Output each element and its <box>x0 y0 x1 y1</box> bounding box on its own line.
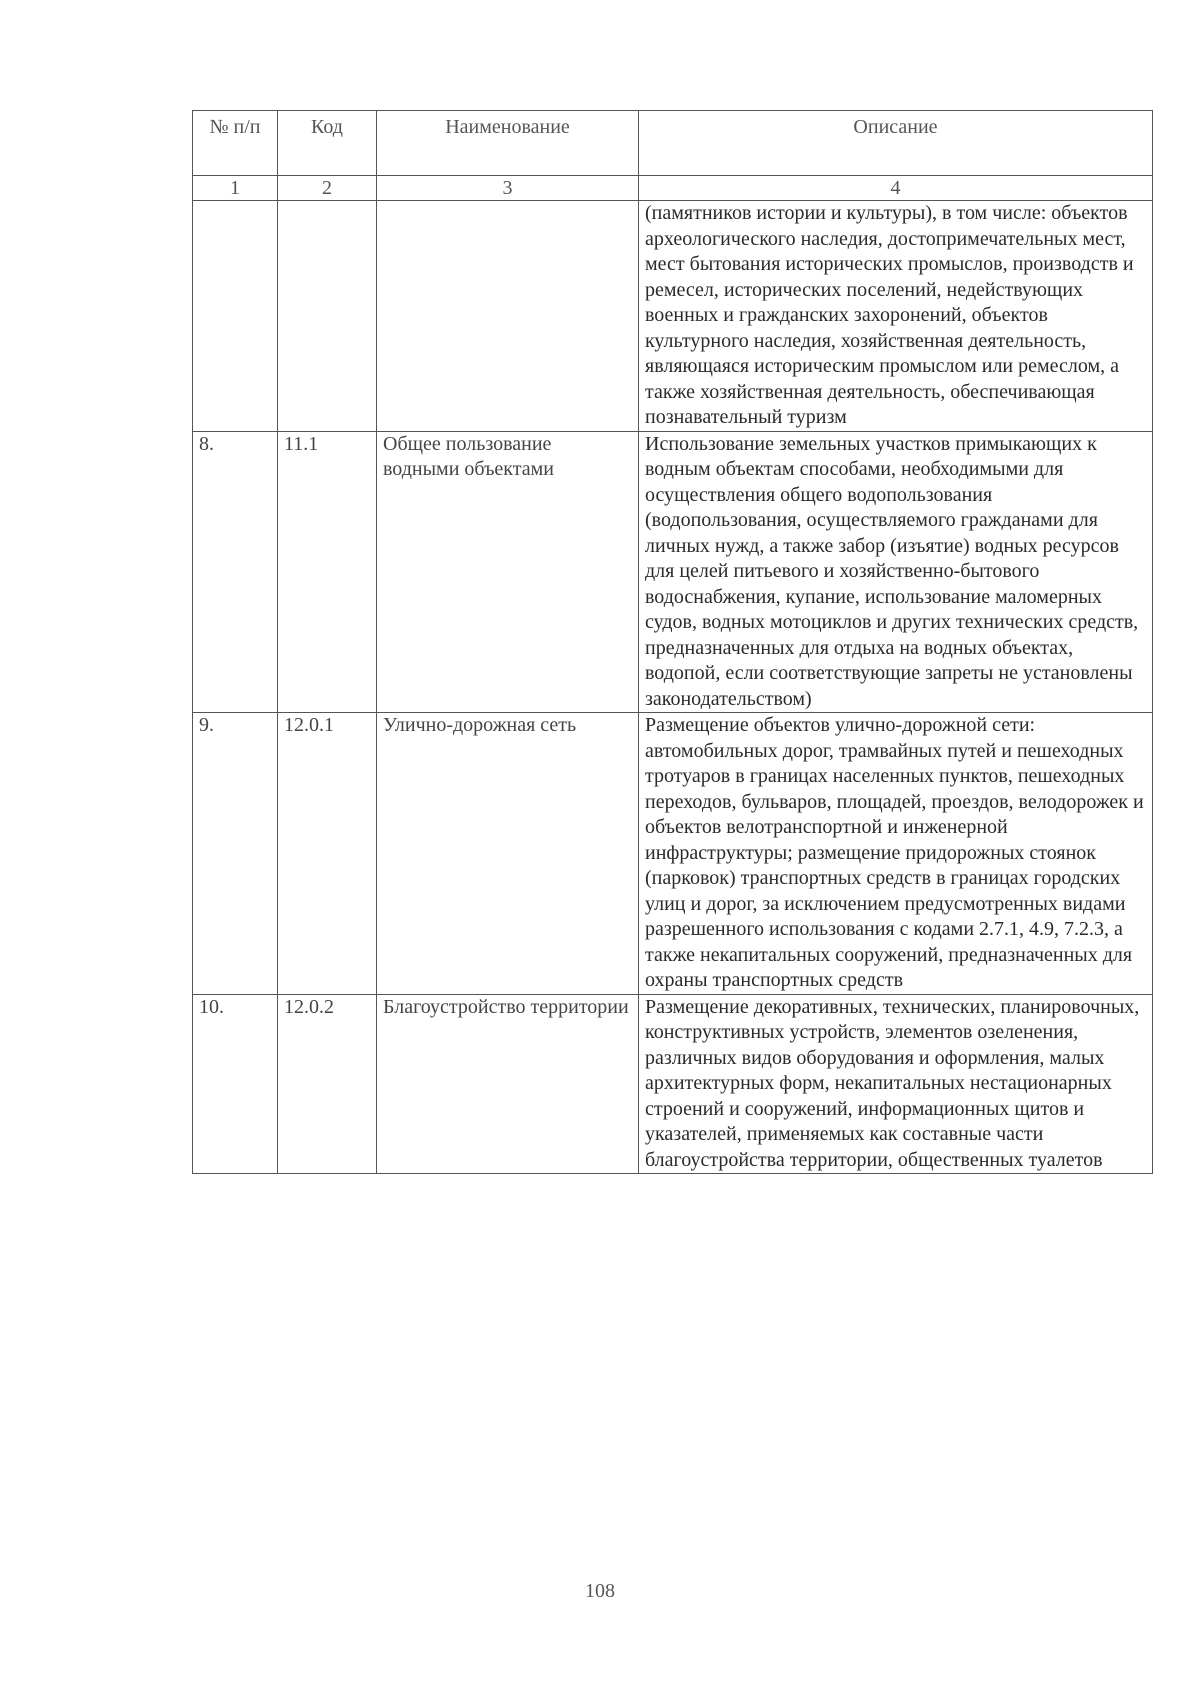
header-name: Наименование <box>377 111 639 176</box>
page-number: 108 <box>585 1580 615 1602</box>
table-row <box>193 713 1153 995</box>
table-row <box>193 201 1153 432</box>
column-number: 1 <box>193 176 278 201</box>
header-number: № п/п <box>193 111 278 176</box>
column-number: 2 <box>278 176 377 201</box>
row-description: (памятников истории и культуры), в том числе: объектов археологического наследия, достопримечательных мест, мест бытования исторических промыслов, производств и ремесел, исторических поселений, недействующих военных и гражданских захоронений, объектов культурного наследия, хозяйственная деятельность, являющаяся историческим промыслом или ремеслом, а также хозяйственная деятельность, обеспечивающая познавательный туризм <box>639 201 1153 432</box>
row-code: 11.1 <box>278 431 377 713</box>
table-header-row <box>193 111 1153 176</box>
column-number-row <box>193 176 1153 201</box>
row-code: 12.0.1 <box>278 713 377 995</box>
column-number: 3 <box>377 176 639 201</box>
row-number: 8. <box>193 431 278 713</box>
row-name: Благоустройство территории <box>377 994 639 1174</box>
header-code: Код <box>278 111 377 176</box>
row-name <box>377 201 639 432</box>
row-name: Общее пользование водными объектами <box>377 431 639 713</box>
land-use-table <box>192 110 1153 1174</box>
row-number <box>193 201 278 432</box>
header-description: Описание <box>639 111 1153 176</box>
table-row <box>193 431 1153 713</box>
row-description: Размещение декоративных, технических, планировочных, конструктивных устройств, элементов озеленения, различных видов оборудования и оформления, малых архитектурных форм, некапитальных нестационарных строений и сооружений, информационных щитов и указателей, применяемых как составные части благоустройства территории, общественных туалетов <box>639 994 1153 1174</box>
row-number: 9. <box>193 713 278 995</box>
row-number: 10. <box>193 994 278 1174</box>
column-number: 4 <box>639 176 1153 201</box>
row-description: Размещение объектов улично-дорожной сети: автомобильных дорог, трамвайных путей и пешеходных тротуаров в границах населенных пунктов, пешеходных переходов, бульваров, площадей, проездов, велодорожек и объектов велотранспортной и инженерной инфраструктуры; размещение придорожных стоянок (парковок) транспортных средств в границах городских улиц и дорог, за исключением предусмотренных видами разрешенного использования с кодами 2.7.1, 4.9, 7.2.3, а также некапитальных сооружений, предназначенных для охраны транспортных средств <box>639 713 1153 995</box>
row-code: 12.0.2 <box>278 994 377 1174</box>
row-code <box>278 201 377 432</box>
table-row <box>193 994 1153 1174</box>
row-name: Улично-дорожная сеть <box>377 713 639 995</box>
row-description: Использование земельных участков примыкающих к водным объектам способами, необходимыми для осуществления общего водопользования (водопользования, осуществляемого гражданами для личных нужд, а также забор (изъятие) водных ресурсов для целей питьевого и хозяйственно-бытового водоснабжения, купание, использование маломерных судов, водных мотоциклов и других технических средств, предназначенных для отдыха на водных объектах, водопой, если соответствующие запреты не установлены законодательством) <box>639 431 1153 713</box>
